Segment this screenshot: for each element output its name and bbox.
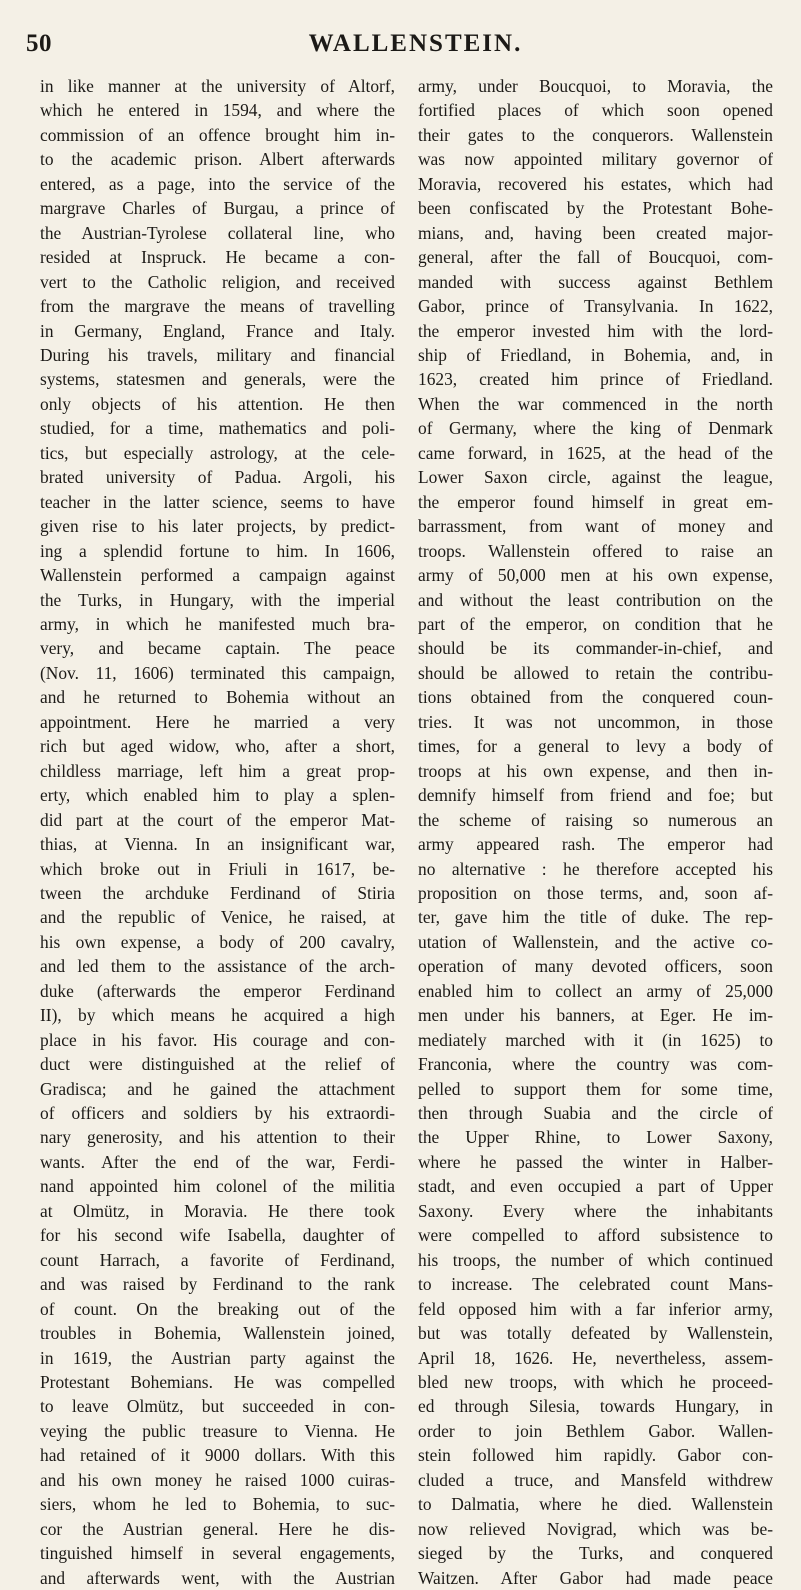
- page-number: 50: [26, 30, 52, 57]
- text-line: entered, as a page, into the service of the: [40, 173, 395, 194]
- text-line: nary generosity, and his attention to their: [40, 1127, 395, 1148]
- text-line: men under his banners, at Eger. He im-: [418, 1005, 773, 1026]
- text-line: the scheme of raising so numerous an: [418, 809, 773, 830]
- text-line: When the war commenced in the north: [418, 393, 773, 414]
- text-line: feld opposed him with a far inferior army,: [418, 1298, 773, 1319]
- text-line: for his second wife Isabella, daughter of: [40, 1225, 395, 1246]
- text-line: enabled him to collect an army of 25,000: [418, 980, 773, 1001]
- text-line: troops. Wallenstein offered to raise an: [418, 540, 773, 561]
- text-line: teacher in the latter science, seems to have: [40, 491, 395, 512]
- text-line: the Turks, in Hungary, with the imperial: [40, 589, 395, 610]
- text-line: nand appointed him colonel of the militia: [40, 1176, 395, 1197]
- text-line: which broke out in Friuli in 1617, be-: [40, 858, 395, 879]
- text-line: veying the public treasure to Vienna. He: [40, 1420, 395, 1441]
- text-line: place in his favor. His courage and con-: [40, 1029, 395, 1050]
- text-line: Moravia, recovered his estates, which had: [418, 173, 773, 194]
- text-line: childless marriage, left him a great prop-: [40, 760, 395, 781]
- text-line: Gabor, prince of Transylvania. In 1622,: [418, 296, 773, 317]
- text-line: then through Suabia and the circle of: [418, 1103, 773, 1124]
- text-line: barrassment, from want of money and: [418, 516, 773, 537]
- text-line: his own expense, a body of 200 cavalry,: [40, 931, 395, 952]
- text-line: tinguished himself in several engagements,: [40, 1543, 395, 1564]
- text-line: and he returned to Bohemia without an: [40, 687, 395, 708]
- right-column: [418, 74, 773, 1590]
- text-line: count Harrach, a favorite of Ferdinand,: [40, 1249, 395, 1270]
- text-line: siers, whom he led to Bohemia, to suc-: [40, 1494, 395, 1515]
- text-line: only objects of his attention. He then: [40, 393, 395, 414]
- text-line: sieged by the Turks, and conquered: [418, 1543, 773, 1564]
- text-columns: [40, 74, 773, 1590]
- text-line: stadt, and even occupied a part of Upper: [418, 1176, 773, 1197]
- text-line: part of the emperor, on condition that he: [418, 613, 773, 634]
- text-line: of Germany, where the king of Denmark: [418, 418, 773, 439]
- text-line: and led them to the assistance of the arch-: [40, 956, 395, 977]
- text-line: order to join Bethlem Gabor. Wallen-: [418, 1420, 773, 1441]
- text-line: wants. After the end of the war, Ferdi-: [40, 1151, 395, 1172]
- text-line: stein followed him rapidly. Gabor con-: [418, 1445, 773, 1466]
- text-line: very, and became captain. The peace: [40, 638, 395, 659]
- text-line: to increase. The celebrated count Mans-: [418, 1274, 773, 1295]
- text-line: rich but aged widow, who, after a short,: [40, 736, 395, 757]
- text-line: in 1619, the Austrian party against the: [40, 1347, 395, 1368]
- text-line: did part at the court of the emperor Mat-: [40, 809, 395, 830]
- text-line: to the academic prison. Albert afterwards: [40, 149, 395, 170]
- text-line: bled new troops, with which he proceed-: [418, 1372, 773, 1393]
- page-header: [26, 30, 775, 66]
- text-line: ing a splendid fortune to him. In 1606,: [40, 540, 395, 561]
- text-line: and his own money he raised 1000 cuiras-: [40, 1469, 395, 1490]
- text-line: of officers and soldiers by his extraordi-: [40, 1103, 395, 1124]
- text-line: and afterwards went, with the Austrian: [40, 1567, 395, 1588]
- text-line: pelled to support them for some time,: [418, 1078, 773, 1099]
- text-line: margrave Charles of Burgau, a prince of: [40, 198, 395, 219]
- text-line: the emperor found himself in great em-: [418, 491, 773, 512]
- text-line: army appeared rash. The emperor had: [418, 834, 773, 855]
- text-line: Lower Saxon circle, against the league,: [418, 467, 773, 488]
- text-line: army, in which he manifested much bra-: [40, 613, 395, 634]
- text-line: ed through Silesia, towards Hungary, in: [418, 1396, 773, 1417]
- text-line: thias, at Vienna. In an insignificant war,: [40, 834, 395, 855]
- text-line: tries. It was not uncommon, in those: [418, 711, 773, 732]
- text-line: the Upper Rhine, to Lower Saxony,: [418, 1127, 773, 1148]
- text-line: their gates to the conquerors. Wallenstein: [418, 124, 773, 145]
- text-line: tween the archduke Ferdinand of Stiria: [40, 882, 395, 903]
- text-line: Gradisca; and he gained the attachment: [40, 1078, 395, 1099]
- text-line: army, under Boucquoi, to Moravia, the: [418, 76, 773, 96]
- text-line: Franconia, where the country was com-: [418, 1054, 773, 1075]
- text-line: and without the least contribution on the: [418, 589, 773, 610]
- text-line: general, after the fall of Boucquoi, com-: [418, 247, 773, 268]
- text-line: duke (afterwards the emperor Ferdinand: [40, 980, 395, 1001]
- text-line: of count. On the breaking out of the: [40, 1298, 395, 1319]
- text-line: resided at Inspruck. He became a con-: [40, 247, 395, 268]
- text-line: ter, gave him the title of duke. The rep-: [418, 907, 773, 928]
- text-line: systems, statesmen and generals, were the: [40, 369, 395, 390]
- running-title: WALLENSTEIN.: [308, 30, 523, 57]
- text-line: brated university of Padua. Argoli, his: [40, 467, 395, 488]
- text-line: to leave Olmütz, but succeeded in con-: [40, 1396, 395, 1417]
- text-line: the emperor invested him with the lord-: [418, 320, 773, 341]
- text-line: troubles in Bohemia, Wallenstein joined,: [40, 1323, 395, 1344]
- text-line: Wallenstein performed a campaign against: [40, 565, 395, 586]
- text-line: mediately marched with it (in 1625) to: [418, 1029, 773, 1050]
- text-line: tics, but especially astrology, at the cele-: [40, 442, 395, 463]
- text-line: 1623, created him prince of Friedland.: [418, 369, 773, 390]
- text-line: April 18, 1626. He, nevertheless, assem-: [418, 1347, 773, 1368]
- text-line: cor the Austrian general. Here he dis-: [40, 1518, 395, 1539]
- text-line: appointment. Here he married a very: [40, 711, 395, 732]
- text-line: Waitzen. After Gabor had made peace: [418, 1567, 773, 1588]
- text-line: cluded a truce, and Mansfeld withdrew: [418, 1469, 773, 1490]
- text-line: in Germany, England, France and Italy.: [40, 320, 395, 341]
- text-line: tions obtained from the conquered coun-: [418, 687, 773, 708]
- text-line: but was totally defeated by Wallenstein,: [418, 1323, 773, 1344]
- text-line: During his travels, military and financial: [40, 344, 395, 365]
- text-line: utation of Wallenstein, and the active co-: [418, 931, 773, 952]
- text-line: Saxony. Every where the inhabitants: [418, 1200, 773, 1221]
- text-line: demnify himself from friend and foe; but: [418, 785, 773, 806]
- text-line: and the republic of Venice, he raised, at: [40, 907, 395, 928]
- text-line: fortified places of which soon opened: [418, 100, 773, 121]
- text-line: studied, for a time, mathematics and poli-: [40, 418, 395, 439]
- text-line: given rise to his later projects, by predict-: [40, 516, 395, 537]
- text-line: were compelled to afford subsistence to: [418, 1225, 773, 1246]
- text-line: been confiscated by the Protestant Bohe-: [418, 198, 773, 219]
- text-line: manded with success against Bethlem: [418, 271, 773, 292]
- text-line: II), by which means he acquired a high: [40, 1005, 395, 1026]
- text-line: times, for a general to levy a body of: [418, 736, 773, 757]
- left-column: [40, 74, 395, 1590]
- text-line: and was raised by Ferdinand to the rank: [40, 1274, 395, 1295]
- text-line: from the margrave the means of travelling: [40, 296, 395, 317]
- text-line: duct were distinguished at the relief of: [40, 1054, 395, 1075]
- text-line: ship of Friedland, in Bohemia, and, in: [418, 344, 773, 365]
- text-line: Protestant Bohemians. He was compelled: [40, 1372, 395, 1393]
- text-line: army of 50,000 men at his own expense,: [418, 565, 773, 586]
- text-line: at Olmütz, in Moravia. He there took: [40, 1200, 395, 1221]
- text-line: operation of many devoted officers, soon: [418, 956, 773, 977]
- text-line: now relieved Novigrad, which was be-: [418, 1518, 773, 1539]
- text-line: vert to the Catholic religion, and received: [40, 271, 395, 292]
- text-line: should be allowed to retain the contribu-: [418, 662, 773, 683]
- text-line: came forward, in 1625, at the head of the: [418, 442, 773, 463]
- text-line: was now appointed military governor of: [418, 149, 773, 170]
- text-line: where he passed the winter in Halber-: [418, 1151, 773, 1172]
- text-line: (Nov. 11, 1606) terminated this campaign,: [40, 662, 395, 683]
- text-line: in like manner at the university of Altorf,: [40, 76, 395, 96]
- text-line: his troops, the number of which continued: [418, 1249, 773, 1270]
- text-line: which he entered in 1594, and where the: [40, 100, 395, 121]
- text-line: to Dalmatia, where he died. Wallenstein: [418, 1494, 773, 1515]
- text-line: the Austrian-Tyrolese collateral line, who: [40, 222, 395, 243]
- text-line: troops at his own expense, and then in-: [418, 760, 773, 781]
- text-line: had retained of it 9000 dollars. With this: [40, 1445, 395, 1466]
- text-line: erty, which enabled him to play a splen-: [40, 785, 395, 806]
- text-line: proposition on those terms, and, soon af-: [418, 882, 773, 903]
- text-line: commission of an offence brought him in-: [40, 124, 395, 145]
- text-line: mians, and, having been created major-: [418, 222, 773, 243]
- text-line: no alternative : he therefore accepted his: [418, 858, 773, 879]
- text-line: should be its commander-in-chief, and: [418, 638, 773, 659]
